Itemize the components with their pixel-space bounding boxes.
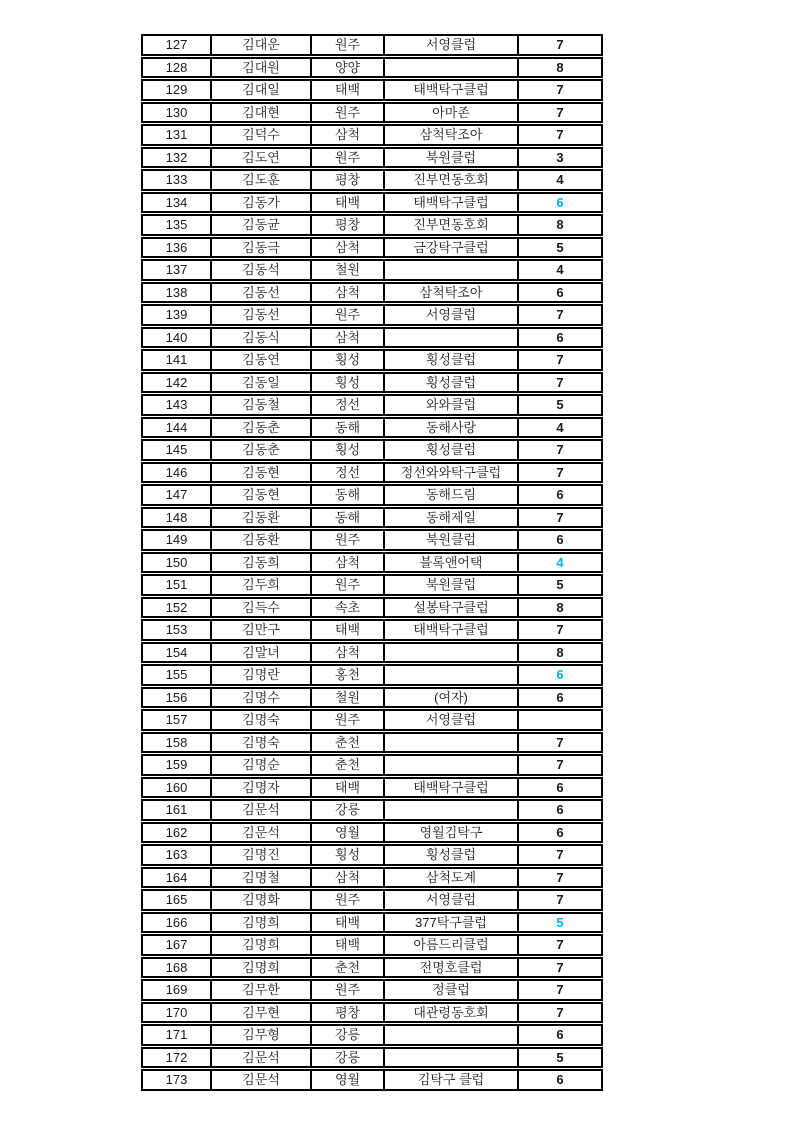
cell-row-number: 158 bbox=[141, 732, 210, 754]
cell-row-number: 157 bbox=[141, 709, 210, 731]
table-row bbox=[141, 1024, 603, 1046]
table-row bbox=[141, 867, 603, 889]
cell-row-number: 150 bbox=[141, 552, 210, 574]
cell-region: 원주 bbox=[310, 304, 383, 326]
cell-score: 6 bbox=[517, 687, 603, 709]
table-row bbox=[141, 439, 603, 461]
cell-club bbox=[383, 754, 517, 776]
cell-row-number: 171 bbox=[141, 1024, 210, 1046]
cell-name: 김명순 bbox=[210, 754, 310, 776]
roster-table bbox=[141, 33, 603, 1092]
cell-club: 북원클럽 bbox=[383, 529, 517, 551]
cell-region: 태백 bbox=[310, 619, 383, 641]
cell-club: 블록앤어택 bbox=[383, 552, 517, 574]
cell-club bbox=[383, 664, 517, 686]
cell-name: 김명철 bbox=[210, 867, 310, 889]
table-row bbox=[141, 1002, 603, 1024]
table-row bbox=[141, 687, 603, 709]
table-row bbox=[141, 979, 603, 1001]
cell-row-number: 162 bbox=[141, 822, 210, 844]
table-row bbox=[141, 844, 603, 866]
cell-name: 김동연 bbox=[210, 349, 310, 371]
cell-region: 평창 bbox=[310, 1002, 383, 1024]
cell-score: 7 bbox=[517, 124, 603, 146]
cell-region: 횡성 bbox=[310, 372, 383, 394]
table-row bbox=[141, 1047, 603, 1069]
cell-region: 동해 bbox=[310, 417, 383, 439]
cell-name: 김문석 bbox=[210, 799, 310, 821]
cell-club: 횡성클럽 bbox=[383, 439, 517, 461]
cell-score: 6 bbox=[517, 822, 603, 844]
cell-club bbox=[383, 642, 517, 664]
cell-region: 춘천 bbox=[310, 732, 383, 754]
cell-row-number: 137 bbox=[141, 259, 210, 281]
cell-region: 태백 bbox=[310, 192, 383, 214]
cell-club: 태백탁구클럽 bbox=[383, 79, 517, 101]
cell-region: 횡성 bbox=[310, 349, 383, 371]
table-row bbox=[141, 597, 603, 619]
cell-name: 김득수 bbox=[210, 597, 310, 619]
cell-region: 영월 bbox=[310, 1069, 383, 1091]
table-row bbox=[141, 777, 603, 799]
cell-name: 김동선 bbox=[210, 304, 310, 326]
cell-name: 김명화 bbox=[210, 889, 310, 911]
table-row bbox=[141, 372, 603, 394]
cell-region: 삼척 bbox=[310, 124, 383, 146]
cell-row-number: 160 bbox=[141, 777, 210, 799]
cell-row-number: 148 bbox=[141, 507, 210, 529]
cell-region: 횡성 bbox=[310, 439, 383, 461]
cell-name: 김동일 bbox=[210, 372, 310, 394]
cell-name: 김무형 bbox=[210, 1024, 310, 1046]
cell-club: 정클럽 bbox=[383, 979, 517, 1001]
cell-name: 김동석 bbox=[210, 259, 310, 281]
table-row bbox=[141, 259, 603, 281]
cell-region: 동해 bbox=[310, 507, 383, 529]
cell-club bbox=[383, 1024, 517, 1046]
cell-region: 영월 bbox=[310, 822, 383, 844]
table-row bbox=[141, 462, 603, 484]
cell-name: 김동현 bbox=[210, 462, 310, 484]
cell-club: 서영클럽 bbox=[383, 304, 517, 326]
cell-score: 4 bbox=[517, 169, 603, 191]
table-row bbox=[141, 327, 603, 349]
cell-row-number: 133 bbox=[141, 169, 210, 191]
cell-row-number: 156 bbox=[141, 687, 210, 709]
table-row bbox=[141, 799, 603, 821]
cell-club: 와와클럽 bbox=[383, 394, 517, 416]
cell-score: 7 bbox=[517, 372, 603, 394]
cell-score: 7 bbox=[517, 957, 603, 979]
cell-club bbox=[383, 732, 517, 754]
cell-row-number: 152 bbox=[141, 597, 210, 619]
table-row bbox=[141, 574, 603, 596]
cell-score: 5 bbox=[517, 237, 603, 259]
cell-row-number: 138 bbox=[141, 282, 210, 304]
table-row bbox=[141, 394, 603, 416]
cell-row-number: 159 bbox=[141, 754, 210, 776]
cell-club: 아름드리클럽 bbox=[383, 934, 517, 956]
cell-region: 철원 bbox=[310, 259, 383, 281]
cell-club: 정선와와탁구클럽 bbox=[383, 462, 517, 484]
roster-table-body bbox=[141, 34, 603, 1091]
cell-row-number: 132 bbox=[141, 147, 210, 169]
cell-row-number: 161 bbox=[141, 799, 210, 821]
cell-name: 김동춘 bbox=[210, 417, 310, 439]
cell-club: 횡성클럽 bbox=[383, 349, 517, 371]
cell-region: 원주 bbox=[310, 147, 383, 169]
cell-row-number: 149 bbox=[141, 529, 210, 551]
cell-score: 7 bbox=[517, 34, 603, 56]
cell-region: 삼척 bbox=[310, 867, 383, 889]
cell-name: 김도훈 bbox=[210, 169, 310, 191]
cell-club: 횡성클럽 bbox=[383, 372, 517, 394]
cell-name: 김두희 bbox=[210, 574, 310, 596]
cell-region: 태백 bbox=[310, 912, 383, 934]
cell-club: 횡성클럽 bbox=[383, 844, 517, 866]
cell-row-number: 140 bbox=[141, 327, 210, 349]
cell-region: 강릉 bbox=[310, 1047, 383, 1069]
table-row bbox=[141, 237, 603, 259]
cell-region: 삼척 bbox=[310, 327, 383, 349]
cell-club: 북원클럽 bbox=[383, 147, 517, 169]
cell-row-number: 136 bbox=[141, 237, 210, 259]
cell-club: 금강탁구클럽 bbox=[383, 237, 517, 259]
cell-region: 양양 bbox=[310, 57, 383, 79]
cell-score: 7 bbox=[517, 1002, 603, 1024]
table-row bbox=[141, 192, 603, 214]
cell-score: 7 bbox=[517, 79, 603, 101]
cell-region: 태백 bbox=[310, 79, 383, 101]
cell-name: 김명희 bbox=[210, 957, 310, 979]
cell-region: 삼척 bbox=[310, 552, 383, 574]
cell-score: 8 bbox=[517, 597, 603, 619]
cell-club: 대관령동호회 bbox=[383, 1002, 517, 1024]
cell-name: 김동선 bbox=[210, 282, 310, 304]
cell-score: 6 bbox=[517, 777, 603, 799]
cell-region: 정선 bbox=[310, 394, 383, 416]
table-row bbox=[141, 529, 603, 551]
table-row bbox=[141, 282, 603, 304]
cell-score: 7 bbox=[517, 889, 603, 911]
cell-row-number: 164 bbox=[141, 867, 210, 889]
cell-score: 7 bbox=[517, 507, 603, 529]
cell-name: 김대운 bbox=[210, 34, 310, 56]
cell-club: 태백탁구클럽 bbox=[383, 777, 517, 799]
cell-region: 원주 bbox=[310, 529, 383, 551]
cell-club: (여자) bbox=[383, 687, 517, 709]
cell-score: 4 bbox=[517, 417, 603, 439]
cell-region: 원주 bbox=[310, 979, 383, 1001]
cell-row-number: 165 bbox=[141, 889, 210, 911]
cell-region: 삼척 bbox=[310, 642, 383, 664]
cell-row-number: 147 bbox=[141, 484, 210, 506]
cell-score: 7 bbox=[517, 844, 603, 866]
table-row bbox=[141, 732, 603, 754]
cell-score: 8 bbox=[517, 57, 603, 79]
cell-row-number: 155 bbox=[141, 664, 210, 686]
cell-row-number: 166 bbox=[141, 912, 210, 934]
table-row bbox=[141, 34, 603, 56]
table-row bbox=[141, 169, 603, 191]
cell-row-number: 163 bbox=[141, 844, 210, 866]
cell-name: 김도연 bbox=[210, 147, 310, 169]
cell-region: 춘천 bbox=[310, 754, 383, 776]
cell-row-number: 135 bbox=[141, 214, 210, 236]
cell-region: 태백 bbox=[310, 934, 383, 956]
cell-score: 6 bbox=[517, 1024, 603, 1046]
cell-row-number: 146 bbox=[141, 462, 210, 484]
cell-row-number: 170 bbox=[141, 1002, 210, 1024]
cell-club: 서영클럽 bbox=[383, 709, 517, 731]
cell-club: 진부면동호회 bbox=[383, 214, 517, 236]
cell-score: 6 bbox=[517, 282, 603, 304]
cell-score: 3 bbox=[517, 147, 603, 169]
table-row bbox=[141, 957, 603, 979]
cell-name: 김동철 bbox=[210, 394, 310, 416]
table-row bbox=[141, 1069, 603, 1091]
cell-row-number: 151 bbox=[141, 574, 210, 596]
cell-region: 태백 bbox=[310, 777, 383, 799]
cell-region: 삼척 bbox=[310, 282, 383, 304]
cell-club: 김탁구 클럽 bbox=[383, 1069, 517, 1091]
cell-name: 김문석 bbox=[210, 1069, 310, 1091]
table-row bbox=[141, 664, 603, 686]
cell-name: 김무현 bbox=[210, 1002, 310, 1024]
cell-score: 7 bbox=[517, 304, 603, 326]
cell-name: 김동환 bbox=[210, 529, 310, 551]
table-row bbox=[141, 147, 603, 169]
table-row bbox=[141, 709, 603, 731]
cell-club: 북원클럽 bbox=[383, 574, 517, 596]
cell-row-number: 168 bbox=[141, 957, 210, 979]
cell-region: 원주 bbox=[310, 709, 383, 731]
cell-club bbox=[383, 1047, 517, 1069]
cell-row-number: 172 bbox=[141, 1047, 210, 1069]
cell-score: 4 bbox=[517, 259, 603, 281]
cell-name: 김동희 bbox=[210, 552, 310, 574]
cell-club: 동해제일 bbox=[383, 507, 517, 529]
cell-score: 7 bbox=[517, 619, 603, 641]
cell-row-number: 167 bbox=[141, 934, 210, 956]
cell-name: 김명희 bbox=[210, 934, 310, 956]
cell-row-number: 144 bbox=[141, 417, 210, 439]
table-row bbox=[141, 822, 603, 844]
cell-region: 평창 bbox=[310, 214, 383, 236]
table-row bbox=[141, 552, 603, 574]
cell-name: 김동식 bbox=[210, 327, 310, 349]
cell-region: 홍천 bbox=[310, 664, 383, 686]
cell-club: 설봉탁구클럽 bbox=[383, 597, 517, 619]
table-row bbox=[141, 349, 603, 371]
cell-club: 377탁구클럽 bbox=[383, 912, 517, 934]
table-row bbox=[141, 507, 603, 529]
cell-score: 7 bbox=[517, 349, 603, 371]
cell-name: 김문석 bbox=[210, 822, 310, 844]
cell-score: 5 bbox=[517, 394, 603, 416]
cell-score: 7 bbox=[517, 754, 603, 776]
table-row bbox=[141, 642, 603, 664]
cell-club: 전명호클럽 bbox=[383, 957, 517, 979]
cell-name: 김대일 bbox=[210, 79, 310, 101]
cell-row-number: 153 bbox=[141, 619, 210, 641]
cell-club: 태백탁구클럽 bbox=[383, 192, 517, 214]
cell-club: 태백탁구클럽 bbox=[383, 619, 517, 641]
cell-name: 김대원 bbox=[210, 57, 310, 79]
cell-name: 김무한 bbox=[210, 979, 310, 1001]
table-row bbox=[141, 754, 603, 776]
cell-score: 7 bbox=[517, 439, 603, 461]
cell-row-number: 139 bbox=[141, 304, 210, 326]
table-row bbox=[141, 124, 603, 146]
cell-score: 7 bbox=[517, 934, 603, 956]
cell-region: 속초 bbox=[310, 597, 383, 619]
cell-score bbox=[517, 709, 603, 731]
cell-club: 서영클럽 bbox=[383, 889, 517, 911]
cell-club bbox=[383, 799, 517, 821]
cell-score: 7 bbox=[517, 732, 603, 754]
table-row bbox=[141, 417, 603, 439]
cell-score: 7 bbox=[517, 867, 603, 889]
table-row bbox=[141, 619, 603, 641]
cell-score: 6 bbox=[517, 799, 603, 821]
cell-row-number: 173 bbox=[141, 1069, 210, 1091]
cell-region: 원주 bbox=[310, 574, 383, 596]
cell-row-number: 143 bbox=[141, 394, 210, 416]
cell-name: 김명자 bbox=[210, 777, 310, 799]
cell-name: 김덕수 bbox=[210, 124, 310, 146]
cell-region: 철원 bbox=[310, 687, 383, 709]
cell-name: 김동균 bbox=[210, 214, 310, 236]
cell-region: 원주 bbox=[310, 102, 383, 124]
cell-club: 서영클럽 bbox=[383, 34, 517, 56]
cell-score: 7 bbox=[517, 102, 603, 124]
table-row bbox=[141, 214, 603, 236]
cell-club: 영월김탁구 bbox=[383, 822, 517, 844]
cell-row-number: 128 bbox=[141, 57, 210, 79]
cell-club bbox=[383, 259, 517, 281]
cell-name: 김동극 bbox=[210, 237, 310, 259]
cell-name: 김명숙 bbox=[210, 709, 310, 731]
cell-club: 삼척탁조아 bbox=[383, 124, 517, 146]
table-row bbox=[141, 912, 603, 934]
cell-name: 김문석 bbox=[210, 1047, 310, 1069]
table-row bbox=[141, 889, 603, 911]
cell-region: 강릉 bbox=[310, 1024, 383, 1046]
cell-name: 김명수 bbox=[210, 687, 310, 709]
cell-score: 8 bbox=[517, 214, 603, 236]
cell-club bbox=[383, 327, 517, 349]
cell-name: 김동현 bbox=[210, 484, 310, 506]
cell-row-number: 134 bbox=[141, 192, 210, 214]
cell-region: 춘천 bbox=[310, 957, 383, 979]
cell-region: 정선 bbox=[310, 462, 383, 484]
cell-club: 삼척도계 bbox=[383, 867, 517, 889]
cell-club: 삼척탁조아 bbox=[383, 282, 517, 304]
cell-name: 김명숙 bbox=[210, 732, 310, 754]
cell-score: 6 bbox=[517, 664, 603, 686]
cell-row-number: 145 bbox=[141, 439, 210, 461]
cell-row-number: 127 bbox=[141, 34, 210, 56]
cell-row-number: 142 bbox=[141, 372, 210, 394]
cell-name: 김만구 bbox=[210, 619, 310, 641]
cell-score: 7 bbox=[517, 979, 603, 1001]
cell-row-number: 154 bbox=[141, 642, 210, 664]
cell-row-number: 131 bbox=[141, 124, 210, 146]
cell-score: 7 bbox=[517, 462, 603, 484]
cell-score: 6 bbox=[517, 1069, 603, 1091]
table-row bbox=[141, 934, 603, 956]
cell-name: 김말녀 bbox=[210, 642, 310, 664]
cell-score: 5 bbox=[517, 574, 603, 596]
cell-name: 김대현 bbox=[210, 102, 310, 124]
cell-club: 아마존 bbox=[383, 102, 517, 124]
cell-club: 동해사랑 bbox=[383, 417, 517, 439]
cell-region: 횡성 bbox=[310, 844, 383, 866]
cell-region: 평창 bbox=[310, 169, 383, 191]
table-row bbox=[141, 57, 603, 79]
cell-name: 김명희 bbox=[210, 912, 310, 934]
table-row bbox=[141, 304, 603, 326]
cell-row-number: 169 bbox=[141, 979, 210, 1001]
cell-score: 6 bbox=[517, 192, 603, 214]
cell-region: 동해 bbox=[310, 484, 383, 506]
cell-score: 8 bbox=[517, 642, 603, 664]
cell-row-number: 129 bbox=[141, 79, 210, 101]
table-row bbox=[141, 102, 603, 124]
table-row bbox=[141, 484, 603, 506]
cell-name: 김명진 bbox=[210, 844, 310, 866]
cell-score: 6 bbox=[517, 327, 603, 349]
cell-row-number: 141 bbox=[141, 349, 210, 371]
cell-score: 5 bbox=[517, 1047, 603, 1069]
table-row bbox=[141, 79, 603, 101]
cell-name: 김명란 bbox=[210, 664, 310, 686]
cell-name: 김동가 bbox=[210, 192, 310, 214]
cell-row-number: 130 bbox=[141, 102, 210, 124]
cell-club bbox=[383, 57, 517, 79]
cell-score: 6 bbox=[517, 529, 603, 551]
cell-club: 동해드림 bbox=[383, 484, 517, 506]
cell-region: 원주 bbox=[310, 889, 383, 911]
cell-score: 5 bbox=[517, 912, 603, 934]
cell-name: 김동환 bbox=[210, 507, 310, 529]
cell-region: 원주 bbox=[310, 34, 383, 56]
cell-club: 진부면동호회 bbox=[383, 169, 517, 191]
cell-score: 4 bbox=[517, 552, 603, 574]
cell-score: 6 bbox=[517, 484, 603, 506]
cell-region: 강릉 bbox=[310, 799, 383, 821]
cell-region: 삼척 bbox=[310, 237, 383, 259]
cell-name: 김동춘 bbox=[210, 439, 310, 461]
